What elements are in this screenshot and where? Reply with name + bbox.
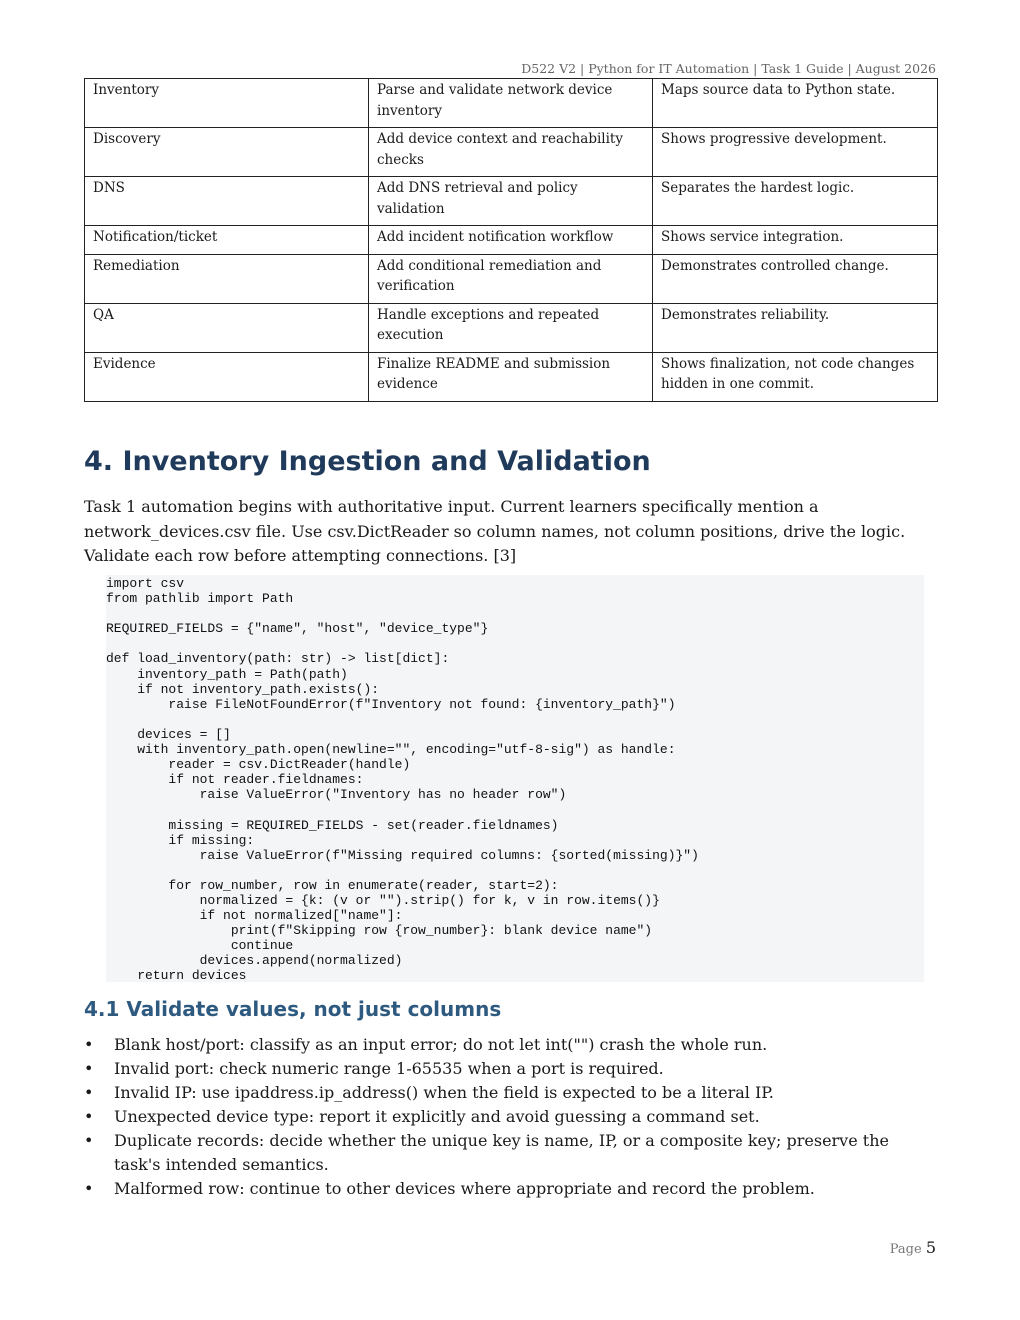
table-cell: Inventory: [85, 79, 369, 128]
table-cell: QA: [85, 303, 369, 352]
bullet-glyph: •: [84, 1035, 94, 1054]
section-intro: Task 1 automation begins with authoritative input. Current learners specifically mention a network_devices.csv file. Use csv.DictReader so column names, not column positions, drive the logic. Validate each row before attempting connections. [3]: [84, 497, 906, 565]
table-cell: DNS: [85, 177, 369, 226]
table-cell: Notification/ticket: [85, 226, 369, 255]
table-cell: Add device context and reachability checks: [369, 128, 653, 177]
table-cell: Shows progressive development.: [653, 128, 938, 177]
list-item: [84, 1177, 934, 1201]
table-cell: Discovery: [85, 128, 369, 177]
list-item-text: Unexpected device type: report it explicitly and avoid guessing a command set.: [114, 1107, 760, 1126]
table-cell: Demonstrates controlled change.: [653, 254, 938, 303]
table-cell: Shows finalization, not code changes hidden in one commit.: [653, 352, 938, 401]
bullet-glyph: •: [84, 1131, 94, 1150]
table-cell: Add conditional remediation and verification: [369, 254, 653, 303]
table-row: [85, 303, 938, 352]
bullet-glyph: •: [84, 1179, 94, 1198]
list-item-text: Blank host/port: classify as an input error; do not let int("") crash the whole run.: [114, 1035, 768, 1054]
list-item: [84, 1033, 934, 1057]
table-row: [85, 226, 938, 255]
list-item-text: Invalid port: check numeric range 1-65535 when a port is required.: [114, 1059, 664, 1078]
table-row: [85, 254, 938, 303]
bullet-glyph: •: [84, 1083, 94, 1102]
bullet-glyph: •: [84, 1059, 94, 1078]
table-cell: Shows service integration.: [653, 226, 938, 255]
code-block: import csv from pathlib import Path REQUIRED_FIELDS = {"name", "host", "device_type"} def load_inventory(path: str) -> list[dict]: inventory_path = Path(path) if not inventory_path.exists(): raise FileNotFoundError(f"Inventory not found: {inventory_path}") devices = [] with inventory_path.open(newline="", encoding="utf-8-sig") as handle: reader = csv.DictReader(handle) if not reader.fieldnames: raise ValueError("Inventory has no header row") missing = REQUIRED_FIELDS - set(reader.fieldnames) if missing: raise ValueError(f"Missing required columns: {sorted(missing)}") for row_number, row in enumerate(reader, start=2): normalized = {k: (v or "").strip() for k, v in row.items()} if not normalized["name"]: print(f"Skipping row {row_number}: blank device name") continue devices.append(normalized) return devices: [106, 575, 924, 982]
table-row: [85, 177, 938, 226]
list-item-text: Invalid IP: use ipaddress.ip_address() when the field is expected to be a literal IP.: [114, 1083, 774, 1102]
running-header: D522 V2 | Python for IT Automation | Task 1 Guide | August 2026: [521, 61, 936, 76]
table-row: [85, 79, 938, 128]
table-cell: Demonstrates reliability.: [653, 303, 938, 352]
page-label: Page: [889, 1242, 922, 1257]
list-item-text: Malformed row: continue to other devices where appropriate and record the problem.: [114, 1179, 815, 1198]
bullet-glyph: •: [84, 1107, 94, 1126]
table-cell: Remediation: [85, 254, 369, 303]
table-cell: Maps source data to Python state.: [653, 79, 938, 128]
table-row: [85, 128, 938, 177]
table-cell: Handle exceptions and repeated execution: [369, 303, 653, 352]
table-cell: Evidence: [85, 352, 369, 401]
table-cell: Add incident notification workflow: [369, 226, 653, 255]
page-footer: [890, 1238, 936, 1257]
bullet-list: [84, 1033, 934, 1201]
page-number: 5: [925, 1238, 936, 1257]
list-item: [84, 1105, 934, 1129]
phase-table: [84, 78, 938, 402]
table-row: [85, 352, 938, 401]
table-cell: Add DNS retrieval and policy validation: [369, 177, 653, 226]
list-item: [84, 1057, 934, 1081]
list-item-text: Duplicate records: decide whether the unique key is name, IP, or a composite key; preserve the task's intended semantics.: [114, 1131, 889, 1174]
table-cell: Finalize README and submission evidence: [369, 352, 653, 401]
section-title: 4. Inventory Ingestion and Validation: [84, 446, 651, 477]
list-item: [84, 1129, 934, 1177]
table-cell: Separates the hardest logic.: [653, 177, 938, 226]
subsection-title: 4.1 Validate values, not just columns: [84, 997, 502, 1021]
table-cell: Parse and validate network device inventory: [369, 79, 653, 128]
list-item: [84, 1081, 934, 1105]
